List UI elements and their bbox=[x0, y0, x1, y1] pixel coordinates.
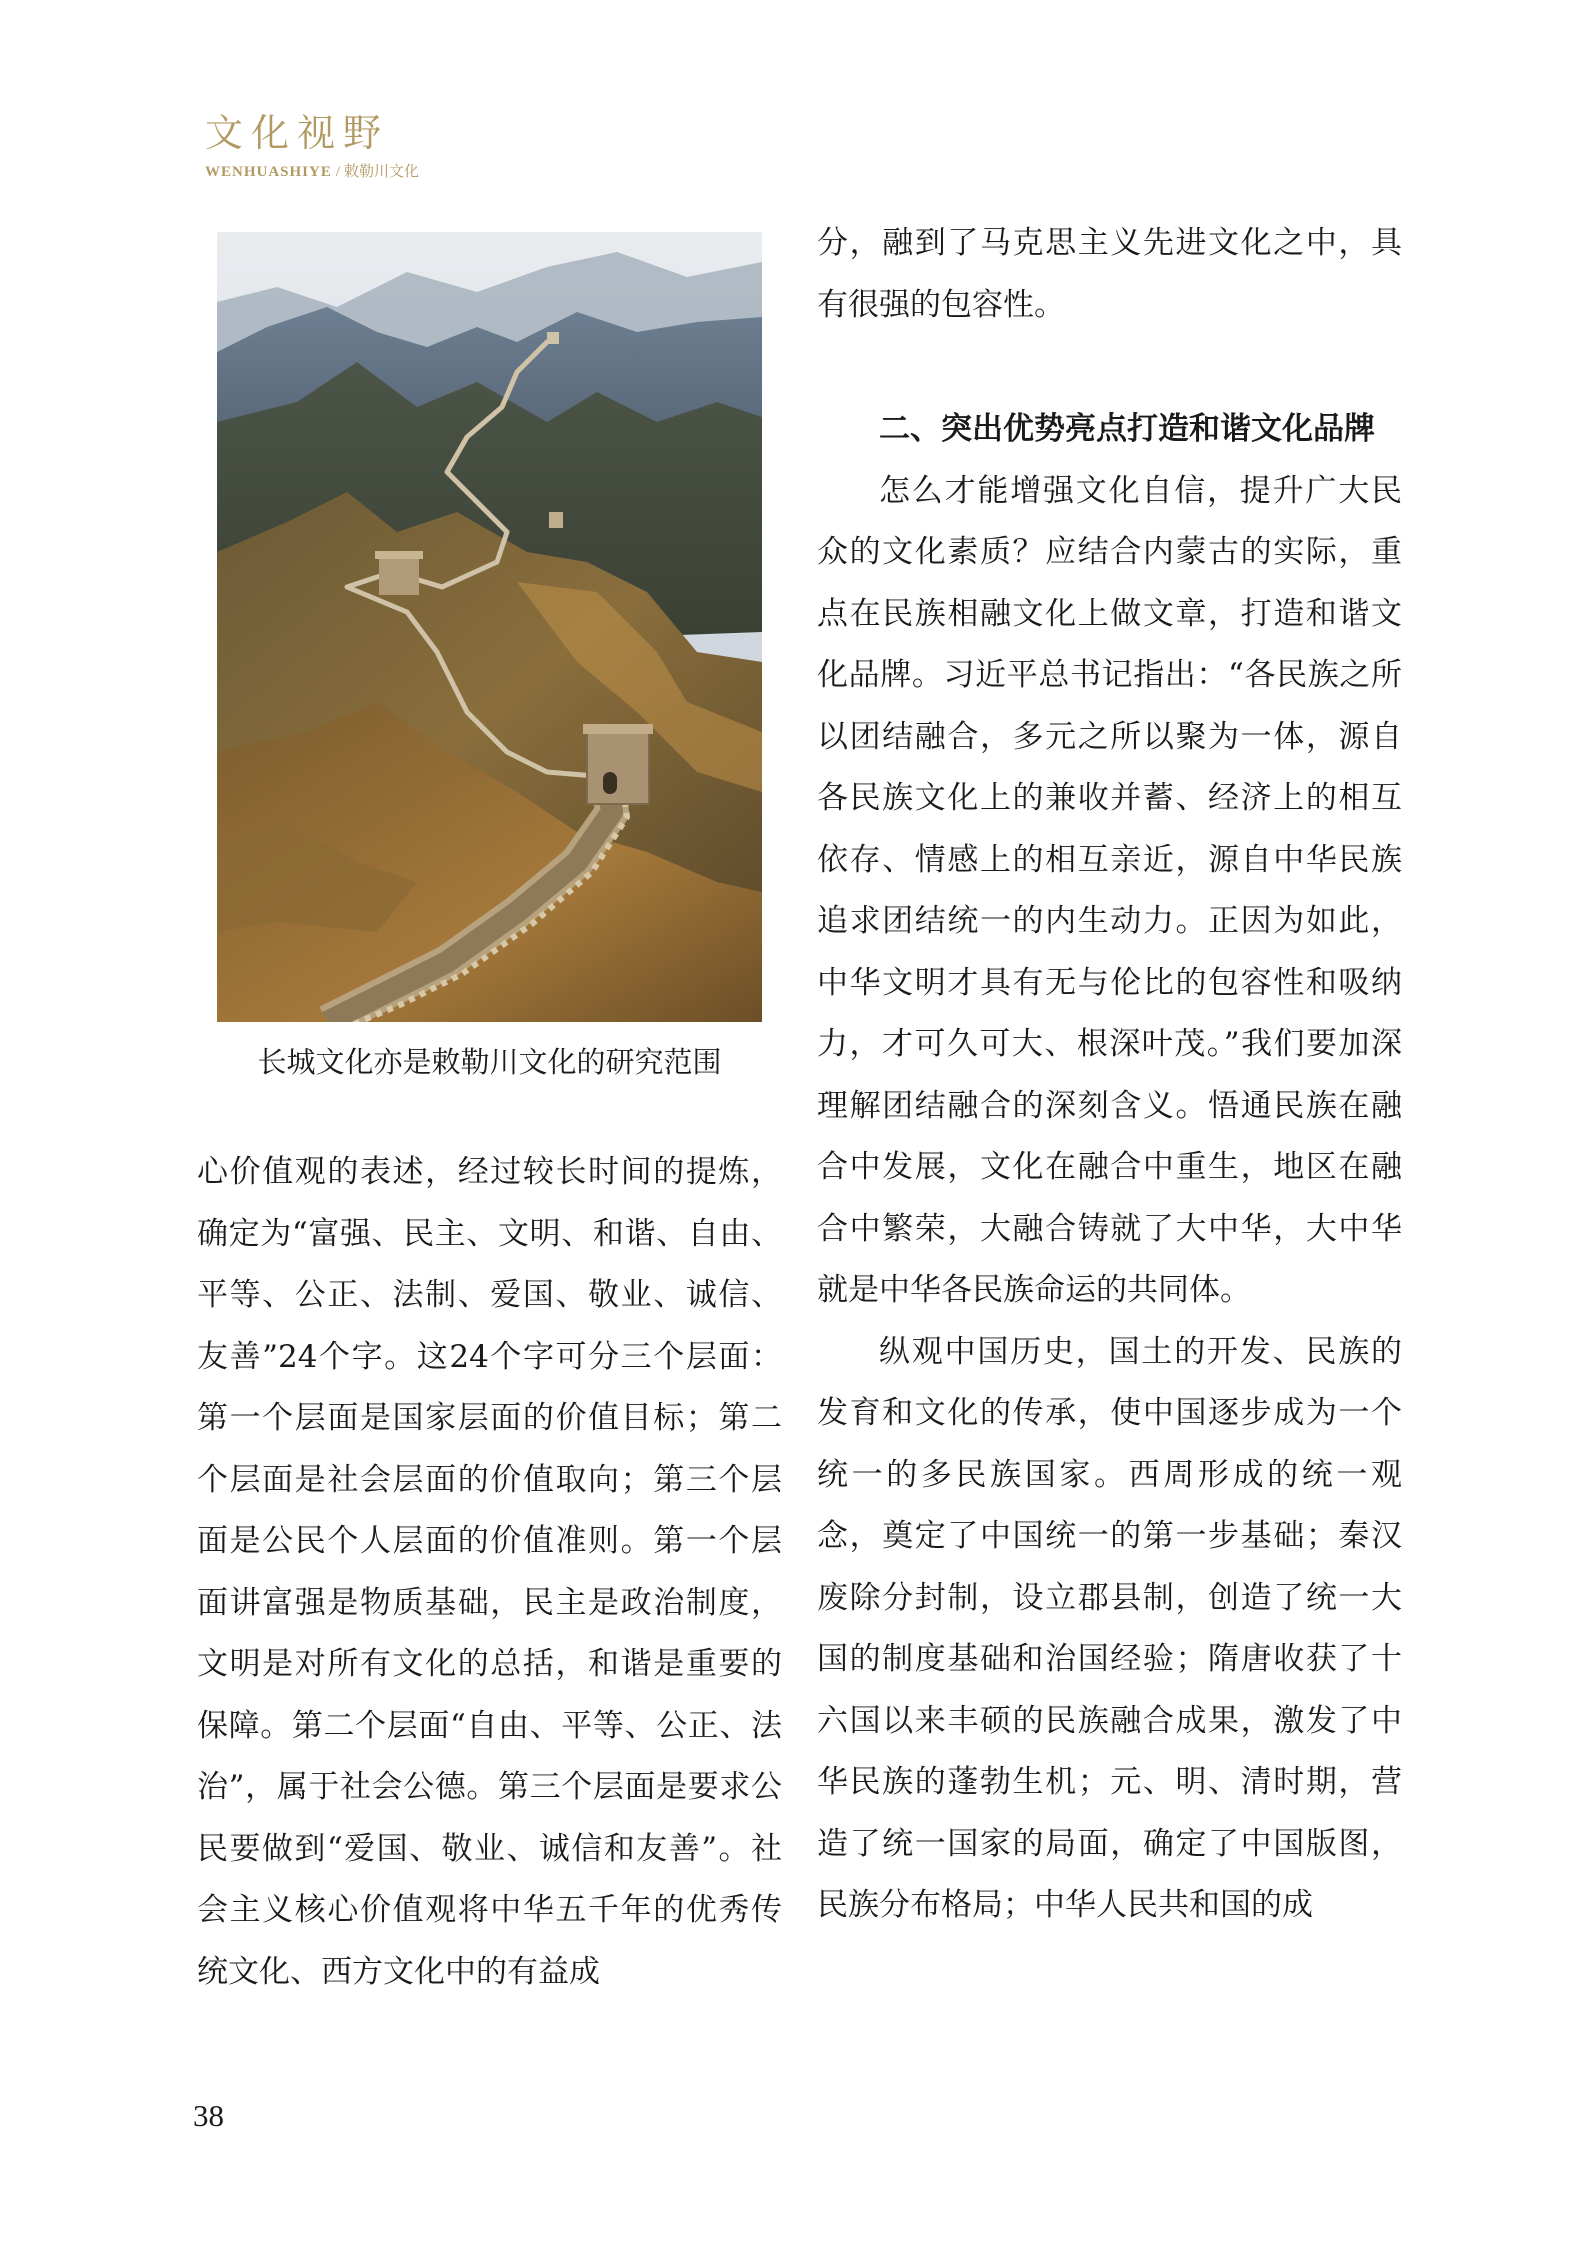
photo-caption: 长城文化亦是敕勒川文化的研究范围 bbox=[257, 1045, 722, 1079]
section-subtitle-separator: / bbox=[335, 164, 341, 180]
page-number: 38 bbox=[193, 2098, 224, 2133]
section-header bbox=[205, 108, 419, 181]
left-column bbox=[197, 1142, 782, 2003]
section-subtitle bbox=[205, 160, 419, 181]
great-wall-illustration bbox=[217, 232, 762, 1022]
body-paragraph-continuation: 分，融到了马克思主义先进文化之中，具有很强的包容性。 bbox=[817, 225, 1402, 323]
section-subtitle-latin: WENHUASHIYE bbox=[205, 164, 332, 180]
body-paragraph: 纵观中国历史，国土的开发、民族的发育和文化的传承，使中国逐步成为一个统一的多民族国家。西周形成的统一观念，奠定了中国统一的第一步基础；秦汉废除分封制，设立郡县制，创造了统一大国的制度基础和治国经验；隋唐收获了十六国以来丰硕的民族融合成果，激发了中华民族的蓬勃生机；元、明、清时期，营造了统一国家的局面，确定了中国版图，民族分布格局；中华人民共和国的成 bbox=[817, 1333, 1402, 1923]
body-paragraph: 怎么才能增强文化自信，提升广大民众的文化素质？应结合内蒙古的实际，重点在民族相融文化上做文章，打造和谐文化品牌。习近平总书记指出：“各民族之所以团结融合，多元之所以聚为一体，源自各民族文化上的兼收并蓄、经济上的相互依存、情感上的相互亲近，源自中华民族追求团结统一的内生动力。正因为如此，中华文明才具有无与伦比的包容性和吸纳力，才可久可大、根深叶茂。”我们要加深理解团结融合的深刻含义。悟通民族在融合中发展，文化在融合中重生，地区在融合中繁荣，大融合铸就了大中华，大中华就是中华各民族命运的共同体。 bbox=[817, 472, 1402, 1308]
section-heading: 二、突出优势亮点打造和谐文化品牌 bbox=[879, 411, 1375, 447]
section-title: 文化视野 bbox=[205, 111, 390, 155]
great-wall-photo bbox=[217, 232, 762, 1022]
section-subtitle-cn: 敕勒川文化 bbox=[344, 164, 420, 180]
right-column bbox=[817, 213, 1402, 1937]
body-paragraph: 心价值观的表述，经过较长时间的提炼，确定为“富强、民主、文明、和谐、自由、平等、公正、法制、爱国、敬业、诚信、友善”24个字。这24个字可分三个层面：第一个层面是国家层面的价值目标；第二个层面是社会层面的价值取向；第三个层面是公民个人层面的价值准则。第一个层面讲富强是物质基础，民主是政治制度，文明是对所有文化的总括，和谐是重要的保障。第二个层面“自由、平等、公正、法治”，属于社会公德。第三个层面是要求公民要做到“爱国、敬业、诚信和友善”。社会主义核心价值观将中华五千年的优秀传统文化、西方文化中的有益成 bbox=[197, 1154, 782, 1990]
